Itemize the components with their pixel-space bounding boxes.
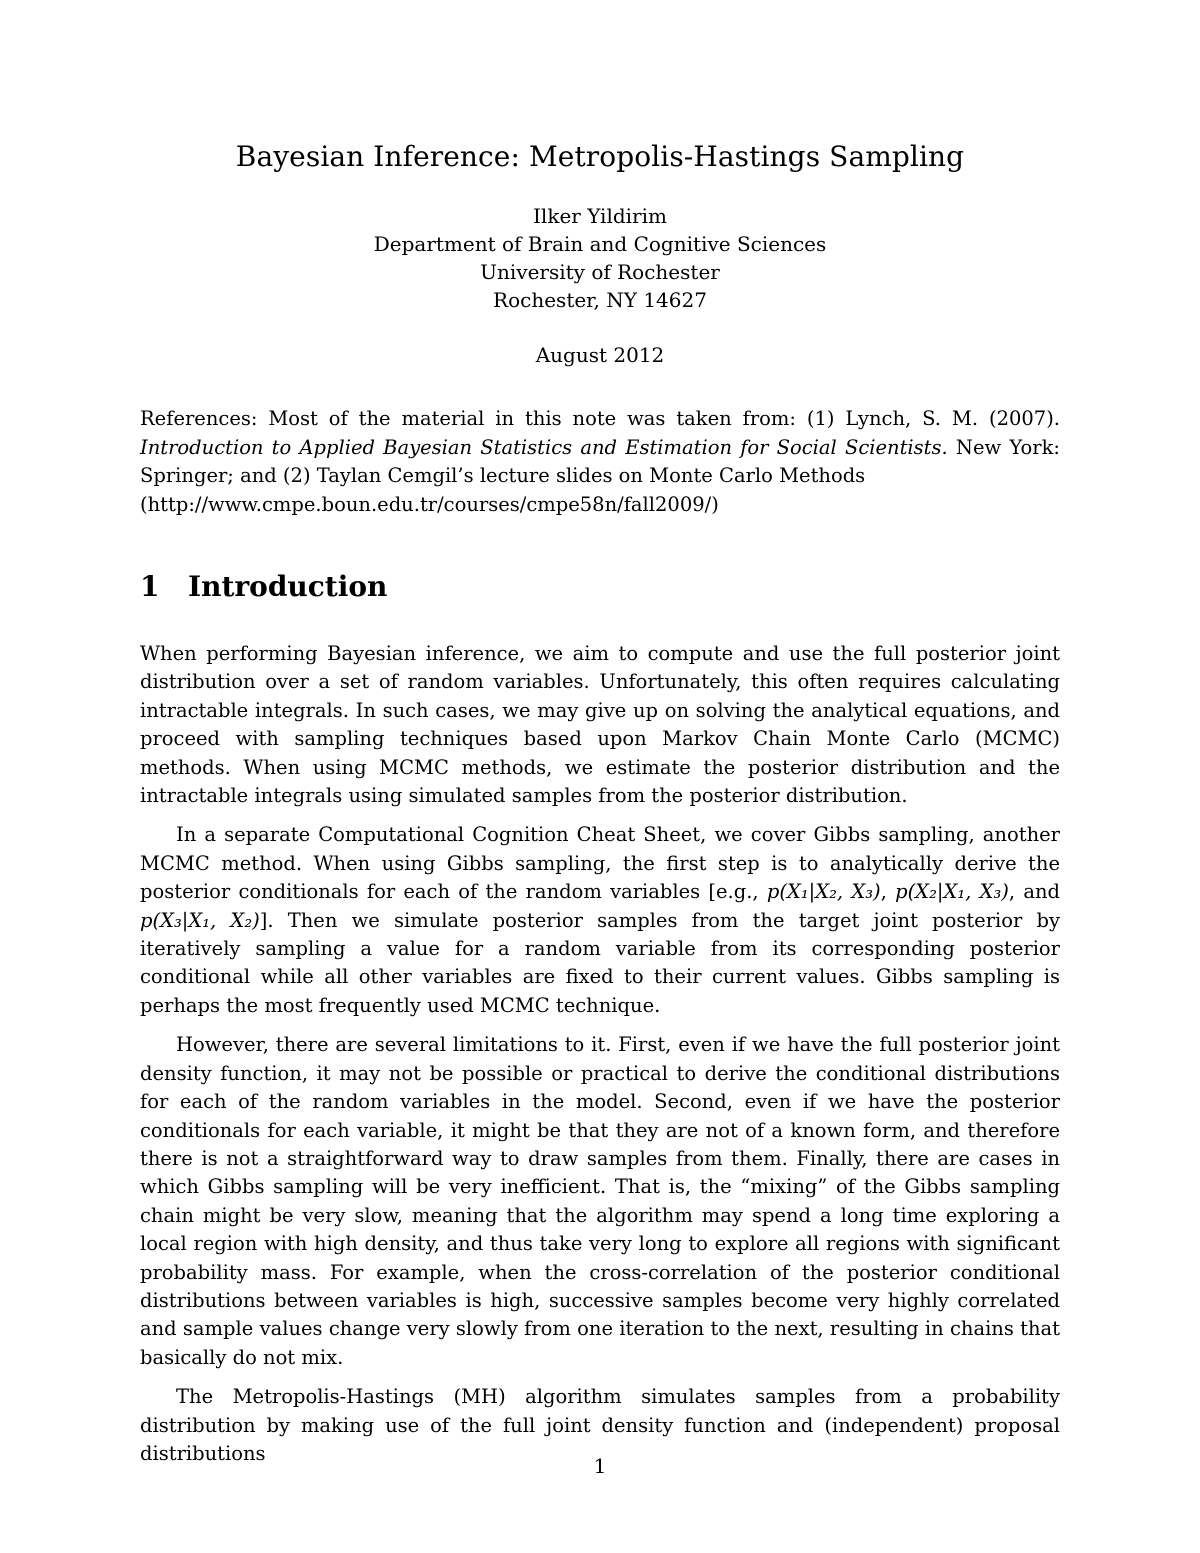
page-number: 1 (593, 1454, 607, 1478)
author-location: Rochester, NY 14627 (493, 288, 707, 312)
author-name: Ilker Yildirim (533, 204, 667, 228)
paragraph-2-text-a: In a separate Computational Cognition Cheat Sheet, we cover Gibbs sampling, another MCMC method. When using Gibbs sampling, the first step is to analytically derive the posterior conditionals for each of the random variables [e.g., (140, 823, 1060, 904)
paragraph-4: The Metropolis-Hastings (MH) algorithm simulates samples from a probability distribution by making use of the full joint density function and (independent) proposal distributions (140, 1385, 1060, 1465)
paper-title: Bayesian Inference: Metropolis-Hastings Sampling (235, 140, 965, 173)
paragraph-2-text-b: ]. Then we simulate posterior samples from the target joint posterior by iteratively sampling a value for a random variable from its corresponding posterior conditional while all other variables are fixed to their current values. Gibbs sampling is perhaps the most frequently used MCMC technique. (140, 908, 1060, 1017)
references-note (140, 405, 1060, 519)
section-number: 1 (140, 570, 160, 603)
section-heading-introduction (140, 567, 1060, 607)
references-book-title: Introduction to Applied Bayesian Statistics and Estimation for Social Scientists. (140, 435, 948, 459)
paragraph-2 (140, 821, 1060, 1020)
author-university: University of Rochester (480, 260, 720, 284)
section-body (140, 640, 1060, 1479)
math-conditional-x2: p(X₂|X₁, X₃) (895, 880, 1009, 904)
math-conditional-x1: p(X₁|X₂, X₃) (766, 880, 881, 904)
section-title: Introduction (188, 570, 388, 603)
math-conditional-x3: p(X₃|X₁, X₂) (140, 908, 260, 932)
author-block (0, 202, 1200, 314)
paper-date: August 2012 (535, 343, 665, 367)
paragraph-2-sep-2: , and (1008, 880, 1060, 904)
paragraph-3: However, there are several limitations to it. First, even if we have the full posterior joint density function, it may not be possible or practical to derive the conditional distributions for each of the random variables in the model. Second, even if we have the posterior conditionals for each variable, it might be that they are not of a known form, and therefore there is not a straightforward way to draw samples from them. Finally, there are cases in which Gibbs sampling will be very inefficient. That is, the “mixing” of the Gibbs sampling chain might be very slow, meaning that the algorithm may spend a long time exploring a local region with high density, and thus take very long to explore all regions with significant probability mass. For example, when the cross-correlation of the posterior conditional distributions between variables is high, successive samples become very highly correlated and sample values change very slowly from one iteration to the next, resulting in chains that basically do not mix. (140, 1033, 1060, 1369)
references-lead: References: Most of the material in this note was taken from: (1) Lynch, S. M. (2007). (140, 407, 1060, 430)
references-url: (http://www.cmpe.boun.edu.tr/courses/cmpe58n/fall2009/) (140, 492, 719, 516)
paragraph-1: When performing Bayesian inference, we aim to compute and use the full posterior joint distribution over a set of random variables. Unfortunately, this often requires calculating intractable integrals. In such cases, we may give up on solving the analytical equations, and proceed with sampling techniques based upon Markov Chain Monte Carlo (MCMC) methods. When using MCMC methods, we estimate the posterior distribution and the intractable integrals using simulated samples from the posterior distribution. (140, 642, 1060, 808)
references-tail: New York: Springer; and (2) Taylan Cemgil’s lecture slides on Monte Carlo Methods (140, 435, 1060, 487)
paragraph-2-sep-1: , (880, 880, 896, 904)
author-department: Department of Brain and Cognitive Sciences (373, 232, 827, 256)
